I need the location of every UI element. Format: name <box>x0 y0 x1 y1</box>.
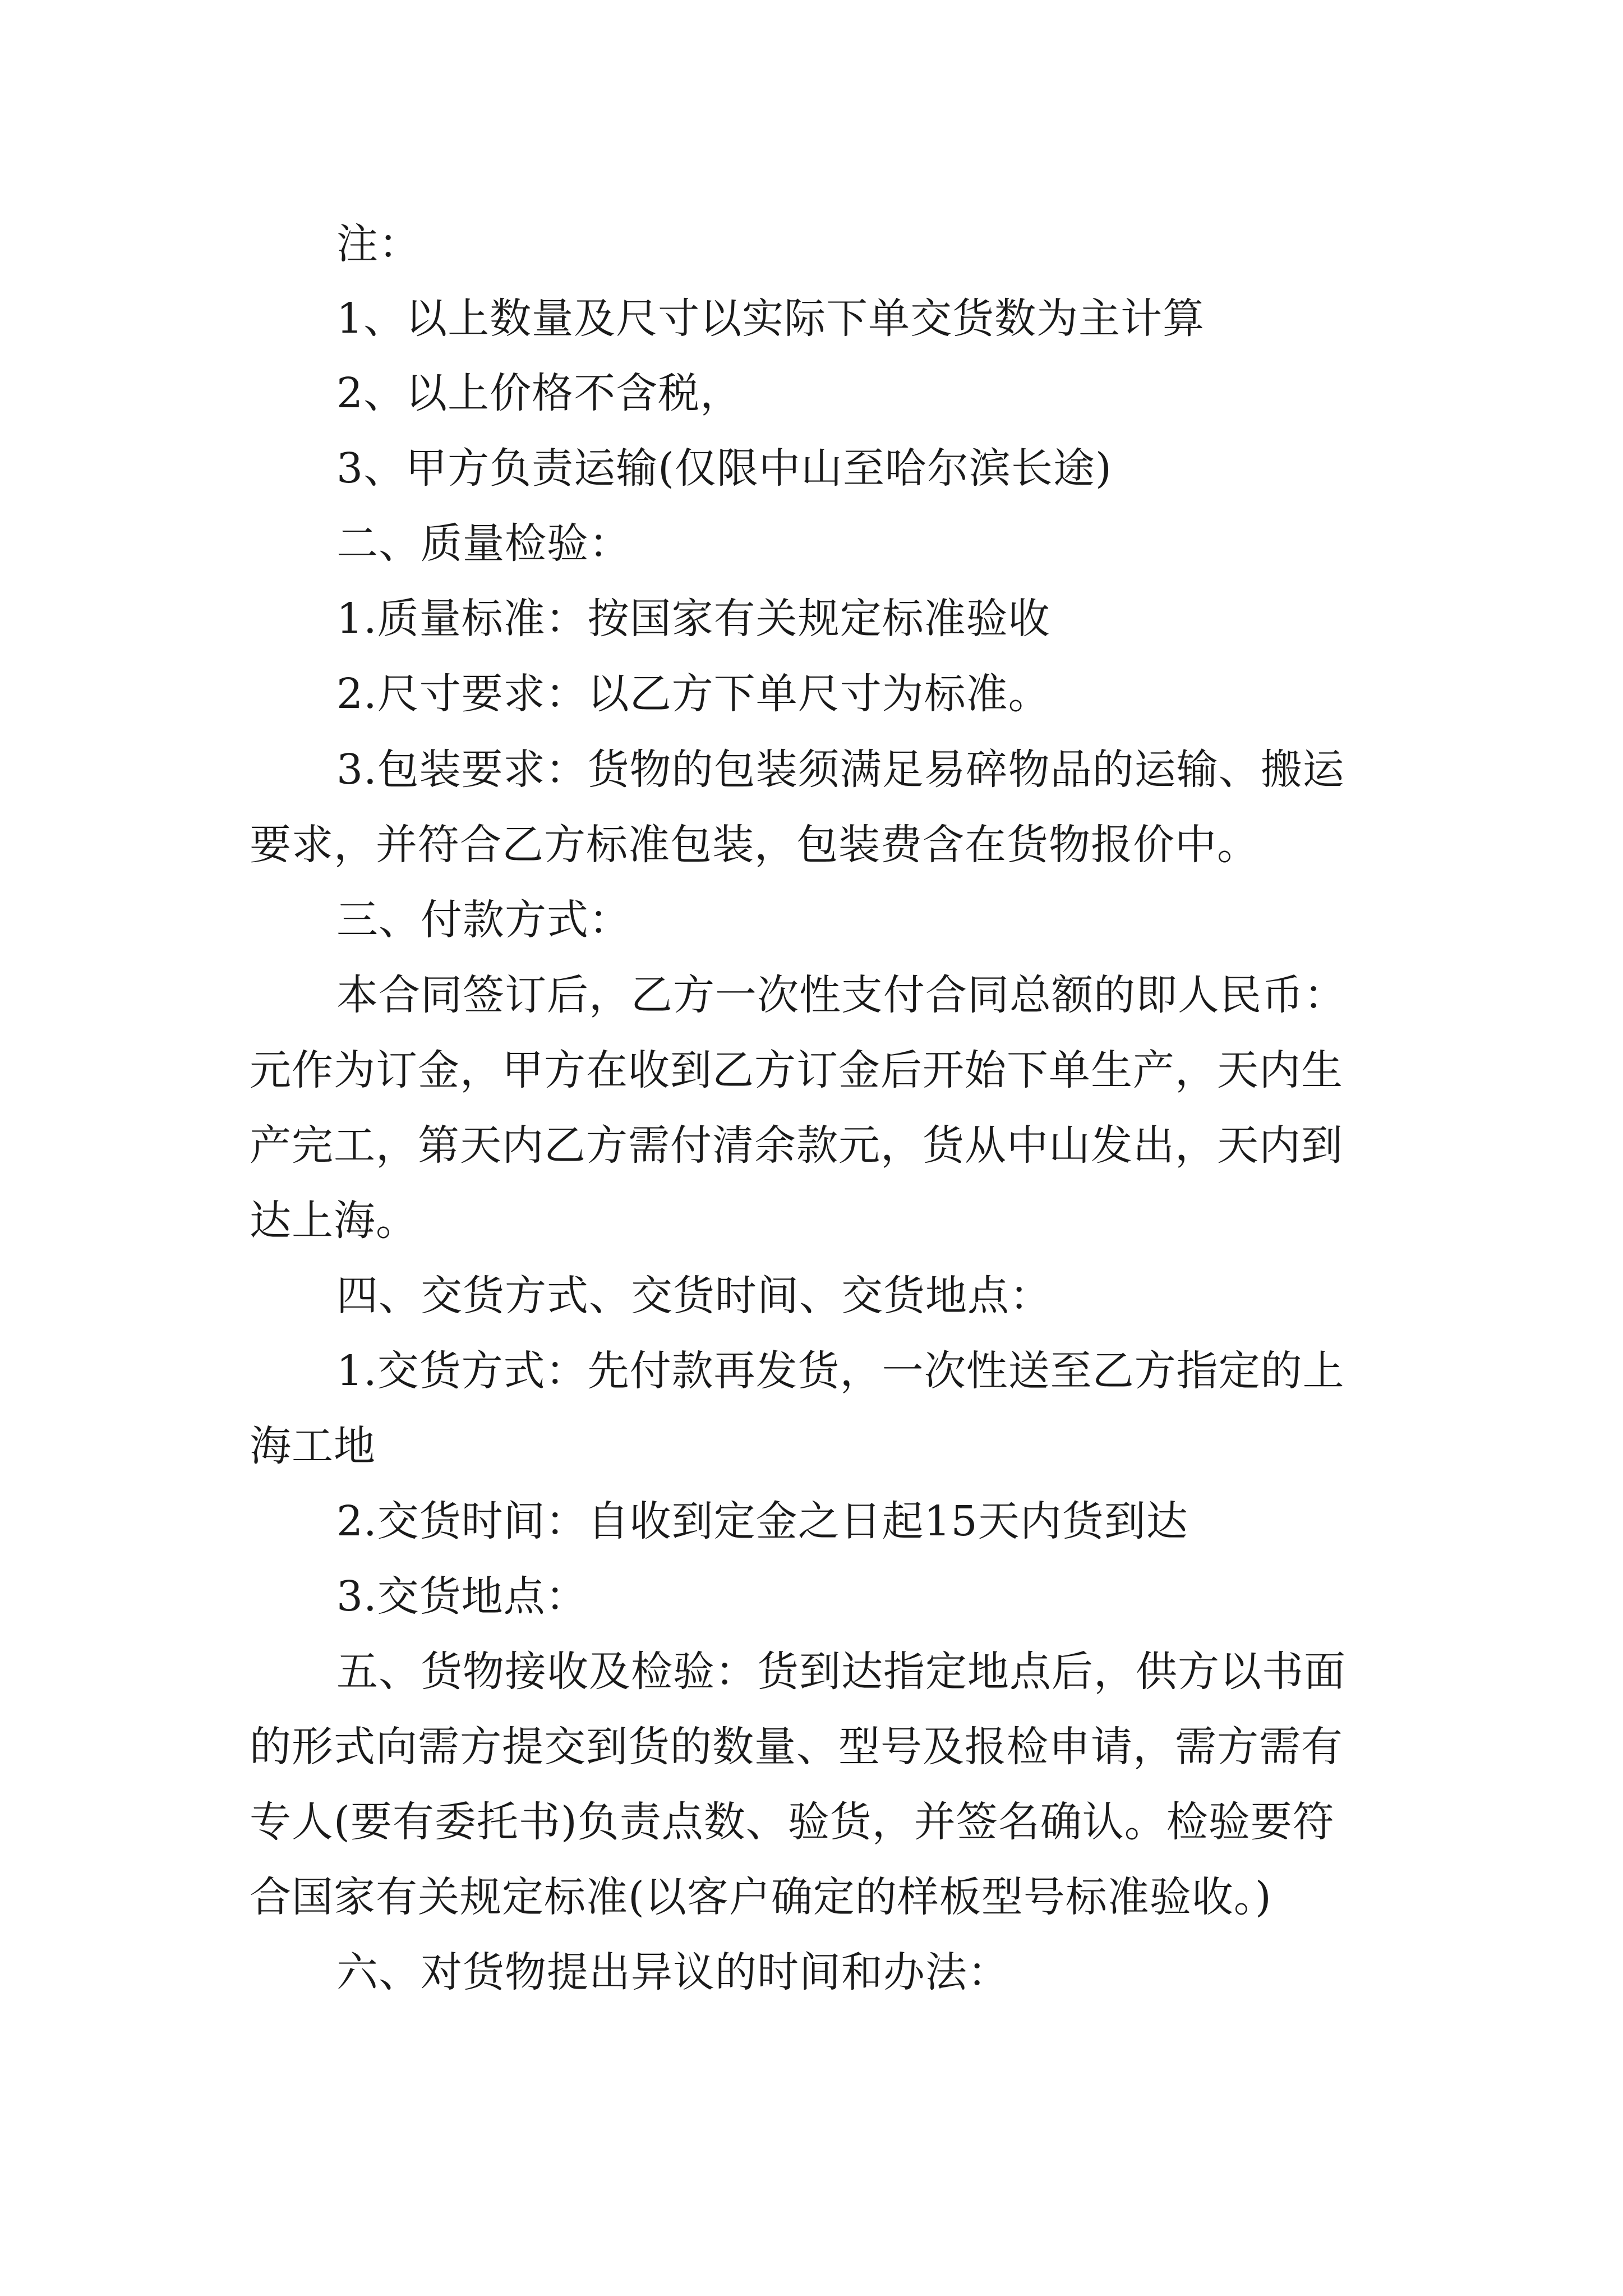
quality-standard: 1.质量标准：按国家有关规定标准验收 <box>336 595 1050 643</box>
section-6-heading: 六、对货物提出异议的时间和办法： <box>336 1948 1009 1996</box>
payment-paragraph-line-3: 产完工，第天内乙方需付清余款元，货从中山发出，天内到 <box>250 1121 1343 1170</box>
section-3-heading: 三、付款方式： <box>336 896 631 944</box>
note-item-1: 1、以上数量及尺寸以实际下单交货数为主计算 <box>336 295 1205 343</box>
payment-paragraph-line-4: 达上海。 <box>250 1197 418 1245</box>
delivery-method-cont: 海工地 <box>250 1422 376 1470</box>
size-requirement: 2.尺寸要求：以乙方下单尺寸为标准。 <box>336 670 1050 718</box>
section-4-heading: 四、交货方式、交货时间、交货地点： <box>336 1272 1052 1320</box>
delivery-time: 2.交货时间：自收到定金之日起15天内货到达 <box>336 1497 1188 1545</box>
packaging-requirement-cont: 要求，并符合乙方标准包装，包装费含在货物报价中。 <box>250 821 1259 869</box>
packaging-requirement: 3.包装要求：货物的包装须满足易碎物品的运输、搬运 <box>336 746 1345 794</box>
note-heading: 注： <box>336 220 421 268</box>
payment-paragraph-line-2: 元作为订金，甲方在收到乙方订金后开始下单生产，天内生 <box>250 1046 1343 1094</box>
section-5-line-2: 的形式向需方提交到货的数量、型号及报检申请，需方需有 <box>250 1723 1343 1771</box>
note-item-2: 2、以上价格不含税， <box>336 369 743 417</box>
section-2-heading: 二、质量检验： <box>336 519 631 568</box>
note-item-3: 3、甲方负责运输(仅限中山至哈尔滨长途) <box>336 444 1112 493</box>
delivery-method: 1.交货方式：先付款再发货，一次性送至乙方指定的上 <box>336 1347 1345 1395</box>
delivery-location: 3.交货地点： <box>336 1572 588 1621</box>
section-5-line-1: 五、货物接收及检验：货到达指定地点后，供方以书面 <box>336 1648 1346 1696</box>
section-5-line-4: 合国家有关规定标准(以客户确定的样板型号标准验收。) <box>250 1873 1272 1921</box>
section-5-line-3: 专人(要有委托书)负责点数、验货，并签名确认。检验要符 <box>250 1798 1335 1846</box>
payment-paragraph-line-1: 本合同签订后，乙方一次性支付合同总额的即人民币： <box>336 971 1346 1019</box>
